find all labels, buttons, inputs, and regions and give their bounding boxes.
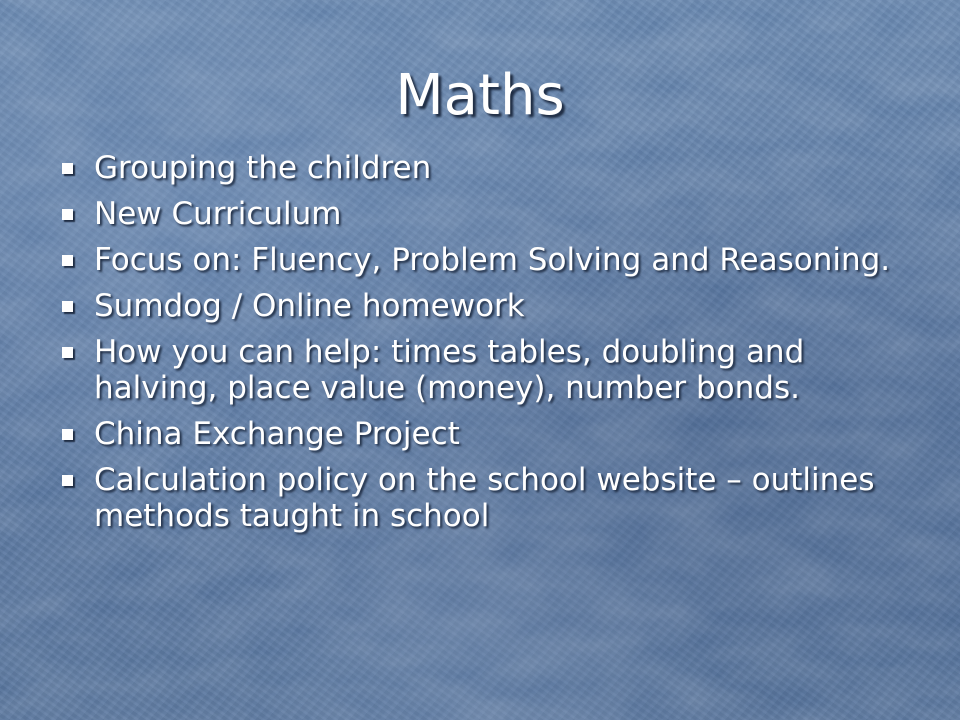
bullet-item xyxy=(60,288,910,324)
bullet-item xyxy=(60,196,910,232)
bullet-item xyxy=(60,416,910,452)
bullet-item xyxy=(60,462,910,534)
square-bullet-icon xyxy=(62,163,73,174)
square-bullet-icon xyxy=(62,429,73,440)
bullet-text: China Exchange Project xyxy=(94,416,460,452)
square-bullet-icon xyxy=(62,347,73,358)
bullet-item xyxy=(60,150,910,186)
square-bullet-icon xyxy=(62,301,73,312)
bullet-text: New Curriculum xyxy=(94,196,342,232)
bullet-text: Calculation policy on the school website – outlines methods taught in school xyxy=(94,462,875,534)
bullet-text: How you can help: times tables, doubling and halving, place value (money), number bonds. xyxy=(94,334,805,406)
bullet-text: Grouping the children xyxy=(94,150,432,186)
square-bullet-icon xyxy=(62,255,73,266)
bullet-item xyxy=(60,242,910,278)
square-bullet-icon xyxy=(62,475,73,486)
bullet-list xyxy=(60,150,910,544)
bullet-text: Focus on: Fluency, Problem Solving and Reasoning. xyxy=(94,242,891,278)
slide-title: Maths xyxy=(395,63,565,128)
square-bullet-icon xyxy=(62,209,73,220)
bullet-item xyxy=(60,334,910,406)
bullet-text: Sumdog / Online homework xyxy=(94,288,525,324)
